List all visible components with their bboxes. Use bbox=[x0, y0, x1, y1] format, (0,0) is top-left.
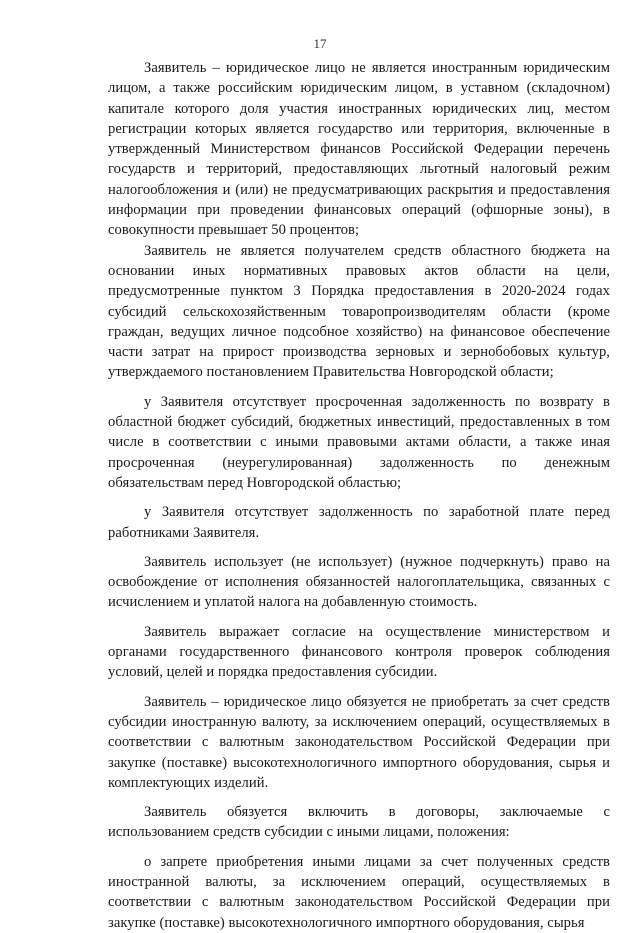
paragraph-audit-consent: Заявитель выражает согласие на осуществление министерством и органами государственного финансового контроля проверок соблюдения условий, целей и порядка предоставления субсидии. bbox=[108, 623, 610, 681]
paragraph-contract-provisions: Заявитель обязуется включить в договоры, заключаемые с использованием средств субсидии с иными лицами, положения: bbox=[108, 804, 610, 841]
page-number: 17 bbox=[313, 36, 327, 51]
paragraph-currency-obligation: Заявитель – юридическое лицо обязуется не приобретать за счет средств субсидии иностранную валюту, за исключением операций, осуществляемых в соответствии с валютным законодательством Российской Федерации при закупке (поставке) высокотехнологичного импортного оборудования, сырья и комплектующих изделий. bbox=[108, 693, 610, 791]
paragraph-budget-funds: Заявитель не является получателем средств областного бюджета на основании иных нормативных правовых актов области на цели, предусмотренные пунктом 3 Порядка предоставления в 2020-2024 годах субсидий сельскохозяйственным товаропроизводителям области (кроме граждан, ведущих личное подсобное хозяйство) на финансовое обеспечение части затрат на прирост производства зерновых и зернобобовых культур, утверждаемого постановлением Правительства Новгородской области; bbox=[108, 242, 610, 381]
paragraph-vat-exemption: Заявитель использует (не использует) (нужное подчеркнуть) право на освобождение от исполнения обязанностей налогоплательщика, связанных с исчислением и уплатой налога на добавленную стоимость. bbox=[108, 553, 610, 611]
paragraph-foreign-entity: Заявитель – юридическое лицо не является иностранным юридическим лицом, а также российским юридическим лицом, в уставном (складочном) капитале которого доля участия иностранных юридических лиц, местом регистрации которых является государство или территория, включенные в утвержденный Министерством финансов Российской Федерации перечень государств и территорий, предоставляющих льготный налоговый режим налогообложения и (или) не предусматривающих раскрытия и предоставления информации при проведении финансовых операций (офшорные зоны), в совокупности превышает 50 процентов; bbox=[108, 60, 610, 239]
paragraph-currency-prohibition: о запрете приобретения иными лицами за счет полученных средств иностранной валюты, за исключением операций, осуществляемых в соответствии с валютным законодательством Российской Федерации при закупке (поставке) высокотехнологичного импортного оборудования, сырья bbox=[108, 853, 610, 931]
paragraph-salary-debt: у Заявителя отсутствует задолженность по заработной плате перед работниками Заявителя. bbox=[108, 504, 610, 541]
paragraph-overdue-debt: у Заявителя отсутствует просроченная задолженность по возврату в областной бюджет субсидий, бюджетных инвестиций, предоставленных в том числе в соответствии с иными правовыми актами области, а также иная просроченная (неурегулированная) задолженность по денежным обязательствам перед Новгородской областью; bbox=[108, 393, 610, 491]
document-body bbox=[108, 58, 610, 933]
